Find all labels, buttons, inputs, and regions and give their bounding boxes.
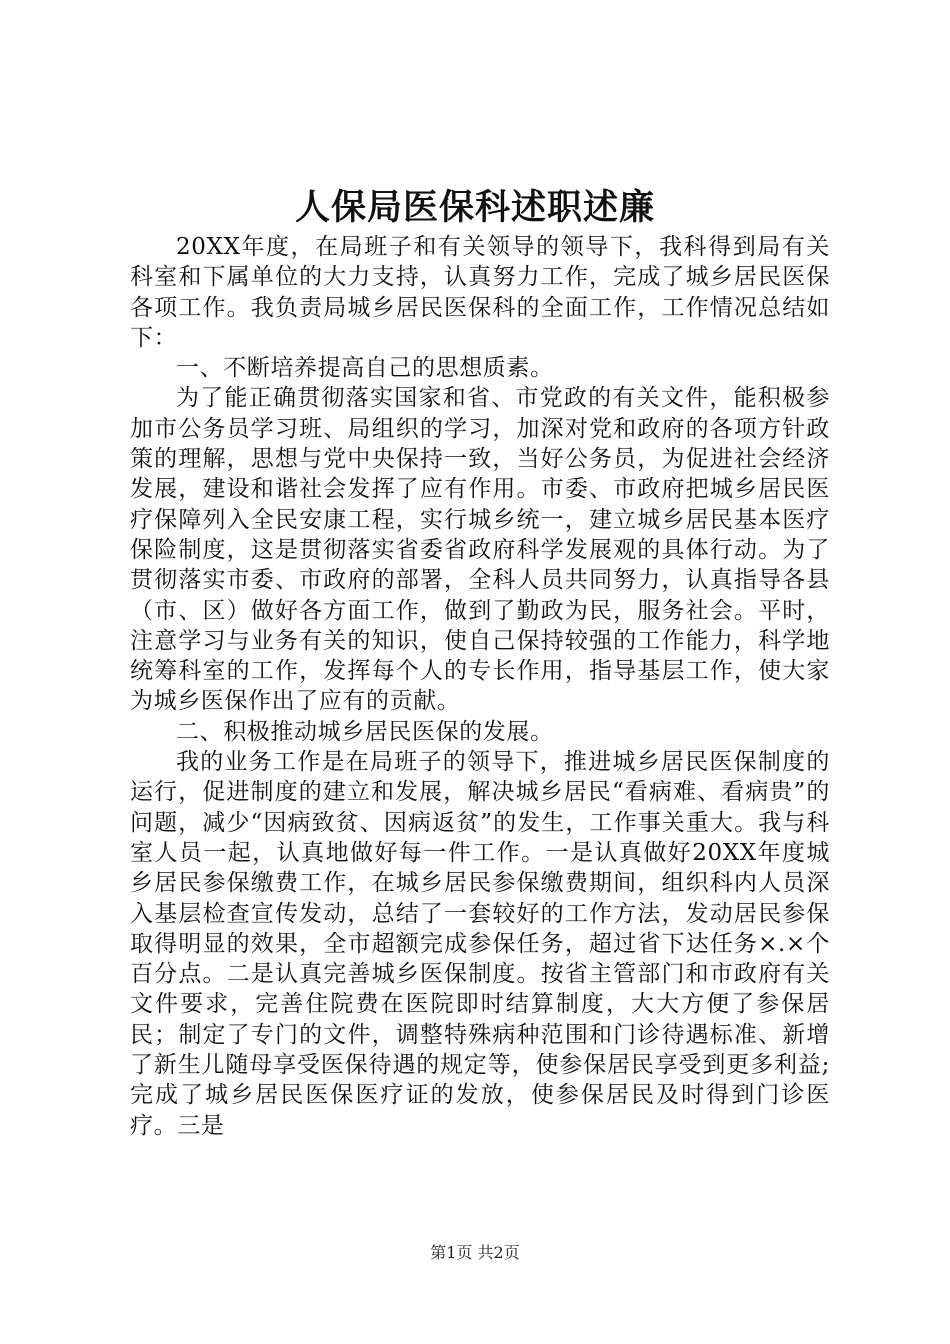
section-heading-1: 一、不断培养提高自己的思想质素。 [176, 355, 554, 382]
document-title: 人保局医保科述职述廉 [294, 187, 655, 228]
intro-paragraph: 20XX年度，在局班子和有关领导的领导下，我科得到局有关科室和下属单位的大力支持，认真努力工作，完成了城乡居民医保各项工作。我负责局城乡居民医保科的全面工作，工作情况总结如下： [130, 234, 830, 351]
section-1-paragraph: 为了能正确贯彻落实国家和省、市党政的有关文件，能积极参加市公务员学习班、局组织的学习，加深对党和政府的各项方针政策的理解，思想与党中央保持一致，当好公务员，为促进社会经济发展，建设和谐社会发挥了应有作用。市委、市政府把城乡居民医疗保障列入全民安康工程，实行城乡统一，建立城乡居民基本医疗保险制度，这是贯彻落实省委省政府科学发展观的具体行动。为了贯彻落实市委、市政府的部署，全科人员共同努力，认真指导各县（市、区）做好各方面工作，做到了勤政为民，服务社会。平时，注意学习与业务有关的知识，使自己保持较强的工作能力，科学地统筹科室的工作，发挥每个人的专长作用，指导基层工作，使大家为城乡医保作出了应有的贡献。 [130, 385, 830, 715]
document-body [130, 232, 830, 1141]
section-2-paragraph: 我的业务工作是在局班子的领导下，推进城乡居民医保制度的运行，促进制度的建立和发展，解决城乡居民“看病难、看病贵”的问题，减少“因病致贫、因病返贫”的发生，工作事关重大。我与科室人员一起，认真地做好每一件工作。一是认真做好20XX年度城乡居民参保缴费工作，在城乡居民参保缴费期间，组织科内人员深入基层检查宣传发动，总结了一套较好的工作方法，发动居民参保取得明显的效果，全市超额完成参保任务，超过省下达任务×.×个百分点。二是认真完善城乡医保制度。按省主管部门和市政府有关文件要求，完善住院费在医院即时结算制度，大大方便了参保居民；制定了专门的文件，调整特殊病种范围和门诊待遇标准、新增了新生儿随母享受医保待遇的规定等，使参保居民享受到更多利益;完成了城乡居民医保医疗证的发放，使参保居民及时得到门诊医疗。三是 [130, 749, 830, 1139]
page-footer: 第1页 共2页 [430, 1243, 520, 1262]
section-heading-2: 二、积极推动城乡居民医保的发展。 [176, 718, 554, 745]
